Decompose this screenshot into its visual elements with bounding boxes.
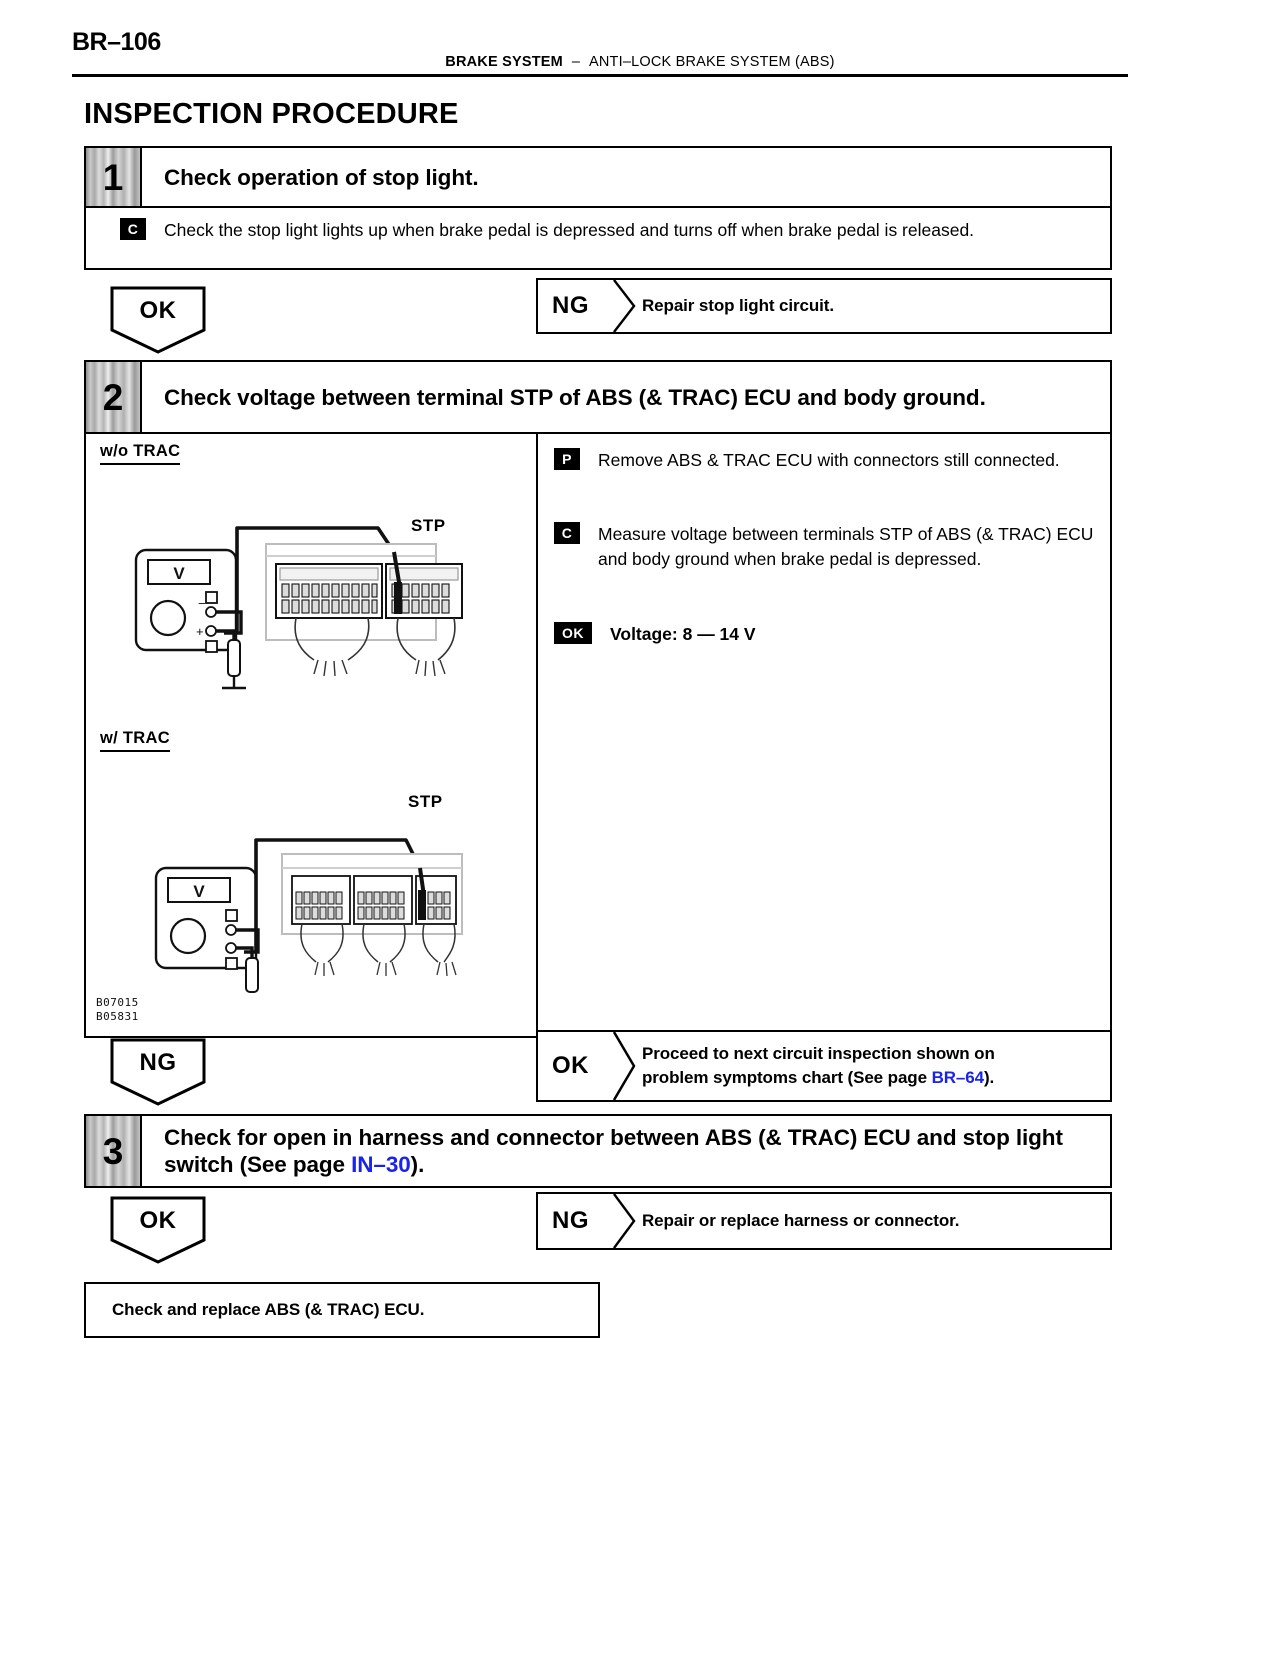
- svg-text:−: −: [198, 596, 206, 611]
- step-2-number: 2: [86, 362, 142, 432]
- step-3-title-pre: Check for open in harness and connector between ABS (& TRAC) ECU and stop light switch (See page: [164, 1125, 1063, 1177]
- header-divider: [72, 74, 1128, 77]
- svg-text:+: +: [196, 624, 204, 639]
- page-number: BR–106: [72, 28, 161, 56]
- step-1-header: [84, 146, 1112, 208]
- svg-text:V: V: [193, 882, 205, 901]
- w-trac-illustration: [106, 782, 516, 997]
- step-3-ok-label: OK: [139, 1207, 177, 1234]
- step-1-ng-text: Repair stop light circuit.: [642, 295, 834, 315]
- step-2-instruction-1-text: Remove ABS & TRAC ECU with connectors still connected.: [598, 450, 1060, 470]
- step-1-ng-result: [536, 278, 1112, 334]
- step-2-spec-row: [554, 622, 1094, 647]
- chevron-right-icon: [612, 280, 636, 332]
- step-1-check-text: Check the stop light lights up when brake pedal is depressed and turns off when brake pedal is released.: [164, 220, 975, 240]
- step-2-ok-result: [536, 1030, 1112, 1102]
- step-2-ok-text-line2-pre: problem symptoms chart (See page: [642, 1068, 932, 1087]
- page-header: [0, 0, 1280, 82]
- step-3-title: [142, 1116, 1110, 1186]
- step-2-ng-label: NG: [139, 1049, 177, 1076]
- panel-divider: [536, 434, 538, 1038]
- step-3-ng-label: NG: [552, 1207, 589, 1234]
- step-2-header: [84, 360, 1112, 434]
- step-3-ng-text: Repair or replace harness or connector.: [642, 1210, 960, 1230]
- page-title: INSPECTION PROCEDURE: [84, 98, 459, 130]
- step-2-ok-text-line2-post: ).: [983, 1068, 995, 1087]
- check-badge-icon: C: [554, 522, 580, 544]
- step-3-ng-result: [536, 1192, 1112, 1250]
- chevron-right-icon: [612, 1032, 636, 1100]
- final-action-box: [84, 1282, 600, 1338]
- stp-label-wo-trac: STP: [411, 516, 446, 535]
- chevron-right-icon: [612, 1194, 636, 1248]
- step-2-title: Check voltage between terminal STP of ABS (& TRAC) ECU and body ground.: [164, 384, 986, 410]
- header-subsystem-label: ANTI–LOCK BRAKE SYSTEM (ABS): [588, 54, 835, 70]
- diagram-label-wo-trac: w/o TRAC: [100, 442, 180, 465]
- step-2-instruction-2-text: Measure voltage between terminals STP of ABS (& TRAC) ECU and body ground when brake pedal is depressed.: [598, 524, 1094, 569]
- ok-badge-icon: OK: [554, 622, 592, 644]
- stp-label-w-trac: STP: [408, 792, 443, 811]
- header-separator: –: [571, 54, 580, 70]
- final-action-text: Check and replace ABS (& TRAC) ECU.: [112, 1300, 425, 1319]
- step-3-title-post: ).: [410, 1152, 425, 1177]
- step-1-number: 1: [86, 148, 142, 206]
- link-in-30[interactable]: IN–30: [351, 1152, 411, 1177]
- step-2-spec-text: Voltage: 8 — 14 V: [610, 624, 756, 644]
- diagram-label-w-trac: w/ TRAC: [100, 729, 170, 752]
- step-1-check-panel: [84, 208, 1112, 270]
- header-breadcrumb: [0, 54, 1280, 70]
- step-2-instruction-1: [554, 448, 1094, 473]
- step-1-ok-label: OK: [139, 297, 177, 324]
- step-2-body-panel: [84, 434, 1112, 1038]
- step-3-ok-arrow: [110, 1196, 206, 1264]
- step-2-instruction-2: [554, 522, 1094, 572]
- step-1-title: Check operation of stop light.: [164, 164, 479, 190]
- check-badge-icon: C: [120, 218, 146, 240]
- link-br-64[interactable]: BR–64: [931, 1068, 984, 1087]
- step-1-ng-label: NG: [552, 292, 589, 319]
- step-3-header: [84, 1114, 1112, 1188]
- step-2-ok-text: [642, 1042, 1098, 1090]
- step-1-ok-arrow: [110, 286, 206, 354]
- step-2-ok-text-line1: Proceed to next circuit inspection shown on: [642, 1043, 995, 1063]
- image-code-2: B05831: [96, 1010, 139, 1023]
- procedure-badge-icon: P: [554, 448, 580, 470]
- image-code-1: B07015: [96, 996, 139, 1009]
- step-2-ok-label: OK: [552, 1052, 589, 1079]
- step-3-number: 3: [86, 1116, 142, 1186]
- svg-text:V: V: [173, 564, 185, 583]
- step-2-ng-arrow: [110, 1038, 206, 1106]
- step-1-check-row: [86, 208, 1110, 243]
- header-system-label: BRAKE SYSTEM: [445, 54, 563, 70]
- wo-trac-illustration: [106, 500, 516, 690]
